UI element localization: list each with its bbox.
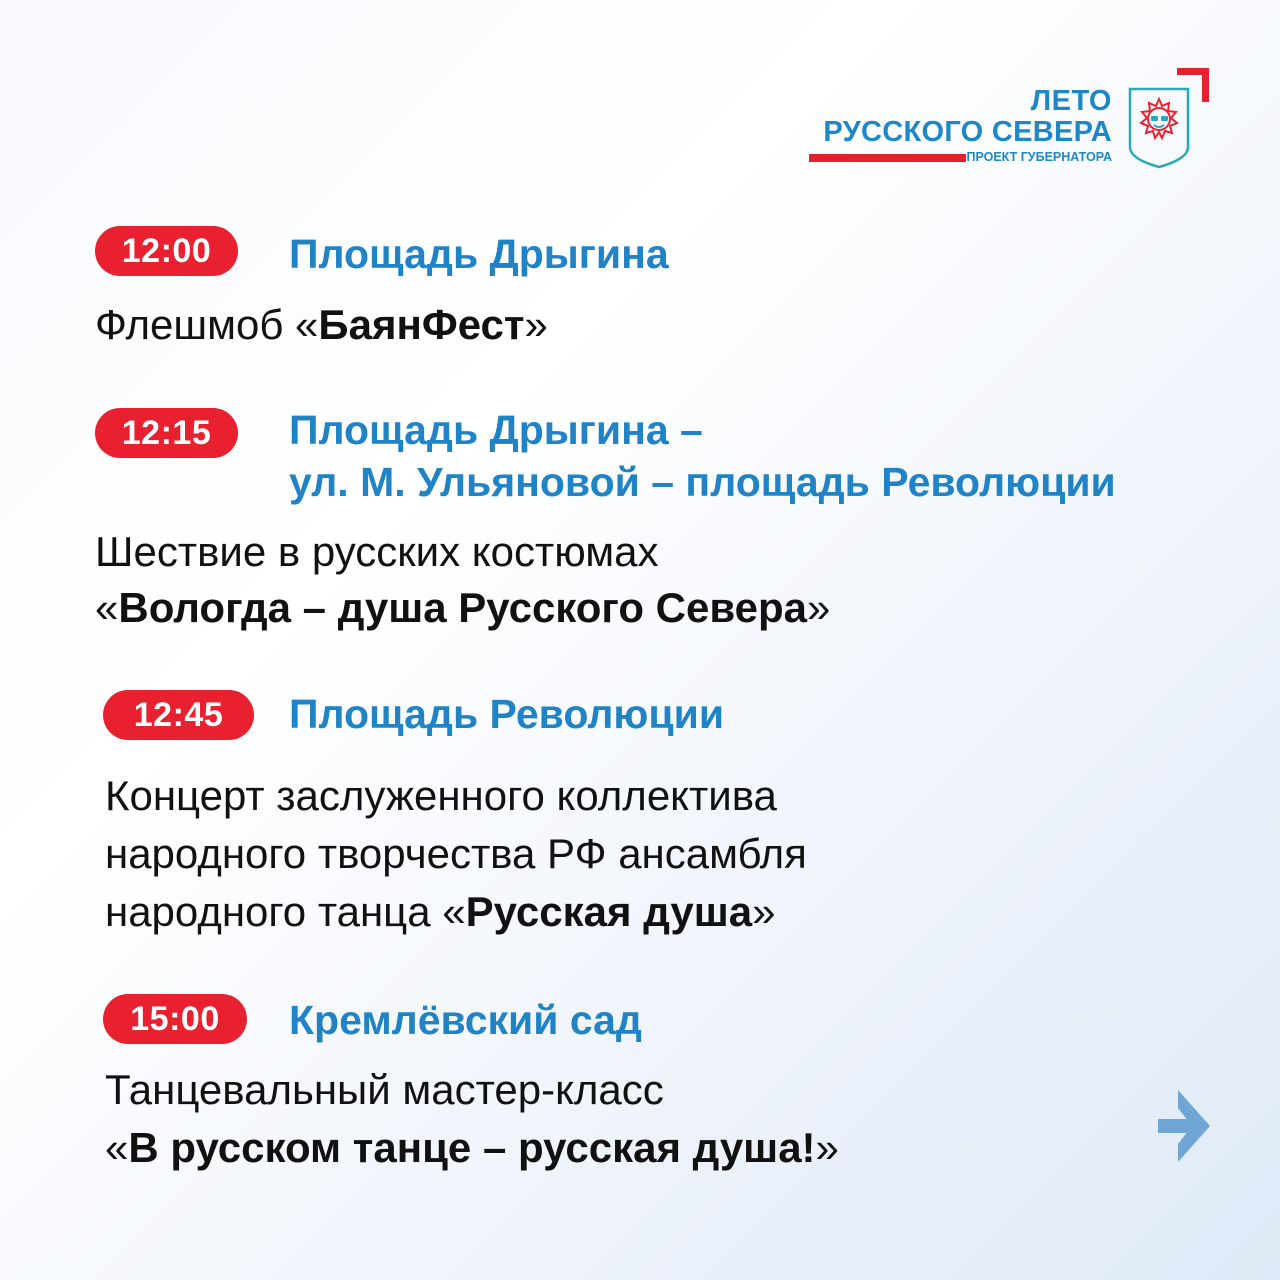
logo-subtitle: ПРОЕКТ ГУБЕРНАТОРА bbox=[966, 150, 1112, 164]
corner-mark-icon bbox=[1175, 62, 1215, 102]
event-place: Кремлёвский сад bbox=[289, 997, 642, 1043]
time-badge: 12:45 bbox=[103, 690, 254, 740]
logo-title-line1: ЛЕТО bbox=[1030, 85, 1112, 117]
event-place-line2: ул. М. Ульяновой – площадь Революции bbox=[289, 459, 1116, 505]
arrow-right-icon[interactable] bbox=[1158, 1088, 1212, 1164]
event-description-line1: Шествие в русских костюмах bbox=[95, 528, 659, 575]
event-description-line2: «В русском танце – русская душа!» bbox=[105, 1124, 839, 1171]
event-description-line2: «Вологда – душа Русского Севера» bbox=[95, 584, 831, 631]
time-badge: 12:15 bbox=[95, 408, 238, 458]
event-description-line1: Танцевальный мастер-класс bbox=[105, 1066, 664, 1113]
event-place: Площадь Дрыгина bbox=[289, 231, 669, 277]
event-place: Площадь Революции bbox=[289, 691, 725, 737]
time-badge: 12:00 bbox=[95, 226, 238, 276]
logo bbox=[805, 62, 1215, 172]
event-description-line3: народного танца «Русская душа» bbox=[105, 888, 776, 935]
event-description-line2: народного творчества РФ ансамбля bbox=[105, 830, 807, 877]
logo-red-bar bbox=[809, 154, 966, 162]
event-description: Флешмоб «БаянФест» bbox=[95, 301, 548, 348]
logo-title-line2: РУССКОГО СЕВЕРА bbox=[823, 116, 1112, 148]
event-place-line1: Площадь Дрыгина – bbox=[289, 407, 703, 453]
event-description-line1: Концерт заслуженного коллектива bbox=[105, 772, 777, 819]
time-badge: 15:00 bbox=[103, 994, 247, 1044]
